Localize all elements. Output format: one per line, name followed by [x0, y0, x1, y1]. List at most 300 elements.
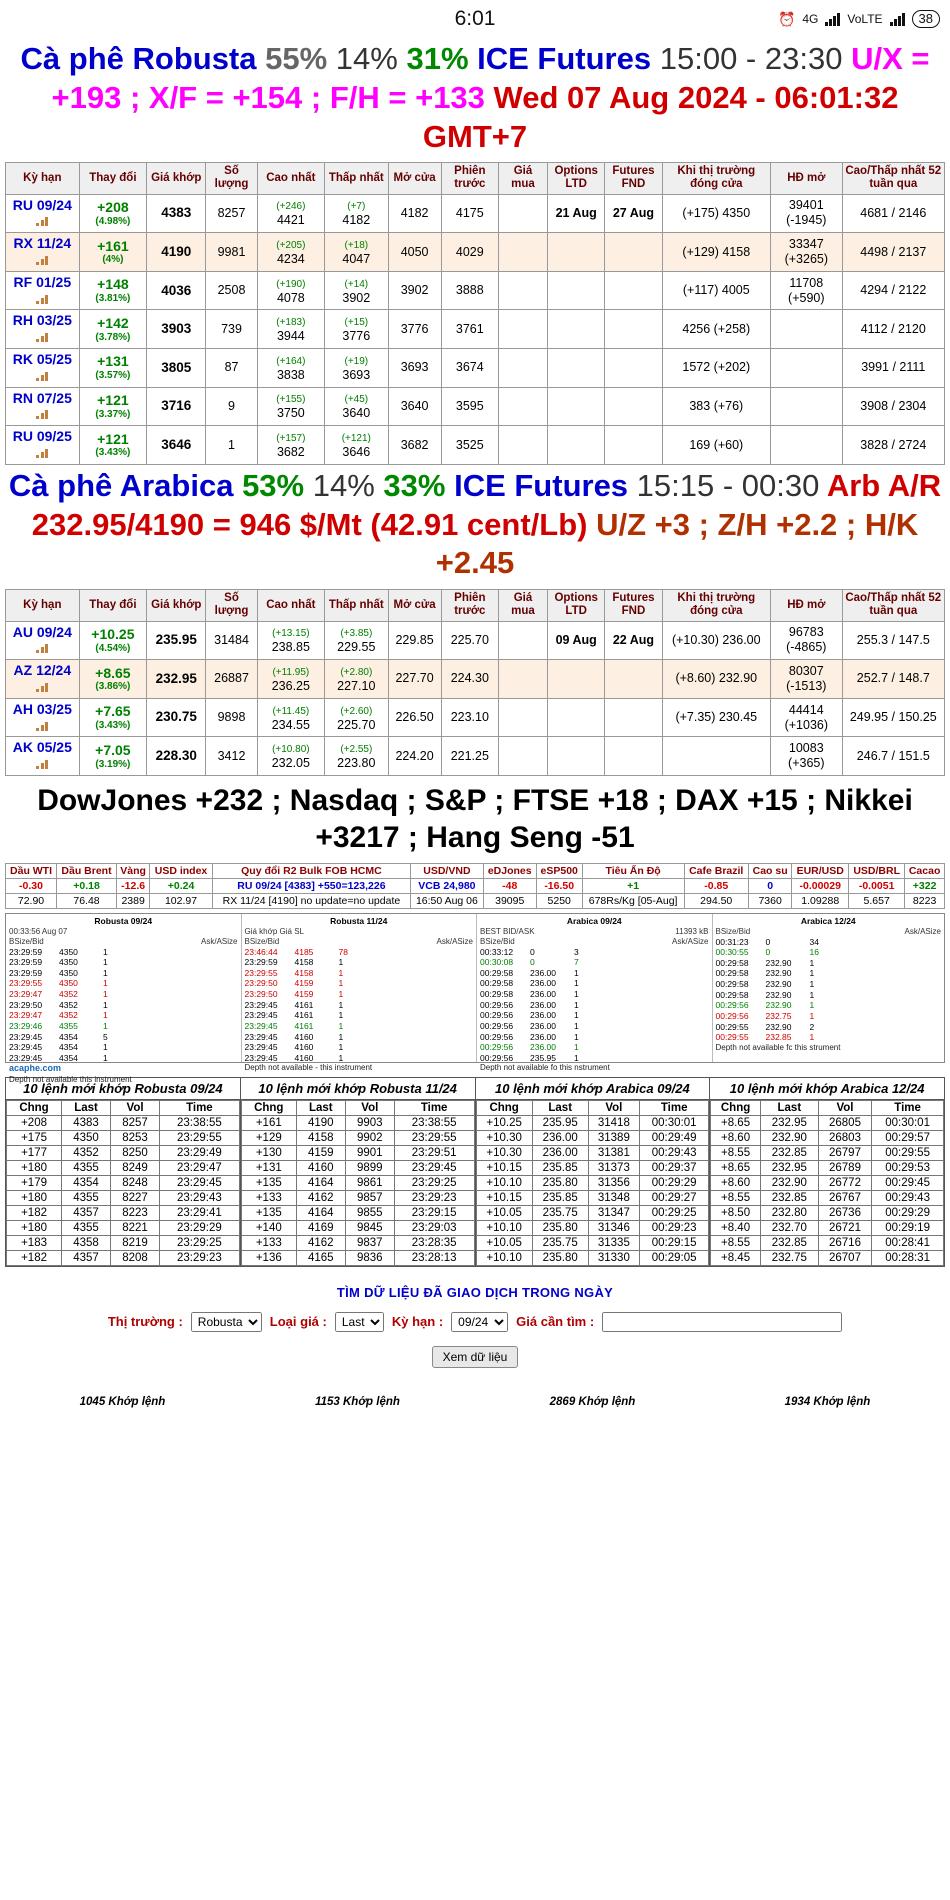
table-row[interactable]	[476, 1190, 709, 1205]
table-row[interactable]	[476, 1220, 709, 1235]
tick-size: 1	[103, 1010, 108, 1021]
order-cell: +8.60	[711, 1175, 761, 1190]
cell-volume: 8257	[206, 194, 257, 233]
cell-open: 3693	[388, 349, 441, 388]
table-row[interactable]	[711, 1175, 944, 1190]
order-cell: +10.25	[476, 1115, 532, 1130]
order-cell: 00:29:43	[872, 1190, 944, 1205]
table-row[interactable]	[711, 1130, 944, 1145]
col-52w: Cao/Thấp nhất 52 tuần qua	[842, 163, 944, 194]
tick-panel-title: Arabica 12/24	[800, 915, 856, 926]
table-row[interactable]	[711, 1160, 944, 1175]
order-cell: 9836	[345, 1250, 394, 1265]
cell-bid	[498, 194, 547, 233]
cell-low: (+18) 4047	[325, 233, 388, 272]
tick-panel[interactable]	[6, 914, 242, 1084]
table-row[interactable]	[7, 1115, 240, 1130]
strip-value-cell: 8223	[905, 893, 945, 908]
table-row[interactable]	[711, 1115, 944, 1130]
tick-price: 236.00	[530, 967, 556, 978]
table-row[interactable]	[7, 1160, 240, 1175]
order-cell: 23:29:55	[394, 1130, 474, 1145]
table-row[interactable]	[241, 1175, 474, 1190]
table-row[interactable]	[711, 1235, 944, 1250]
strip-header-cell: Dầu Brent	[57, 863, 117, 878]
order-cell: +8.65	[711, 1160, 761, 1175]
strip-value-cell: 1.09288	[792, 893, 849, 908]
tick-row	[716, 968, 942, 979]
arabica-title: Cà phê Arabica	[8, 467, 234, 503]
col-gia-khop: Giá khớp	[147, 590, 206, 621]
cell-symbol: AZ 12/24	[6, 660, 80, 699]
tick-price: 4159	[294, 978, 314, 989]
robusta-headline	[0, 38, 950, 162]
tick-time: 00:29:56	[480, 1031, 514, 1042]
order-cell: 232.95	[760, 1160, 818, 1175]
tick-time: 00:29:58	[480, 967, 514, 978]
table-row[interactable]	[6, 698, 945, 737]
order-cell: 00:29:55	[872, 1145, 944, 1160]
order-block	[5, 1074, 240, 1267]
tick-size: 1	[338, 989, 344, 1000]
cell-open: 4182	[388, 194, 441, 233]
order-cell: +208	[7, 1115, 62, 1130]
chart-icon[interactable]	[36, 256, 48, 265]
tick-row	[245, 1010, 474, 1021]
tick-time: 23:29:45	[9, 1031, 43, 1042]
cell-last: 3805	[147, 349, 206, 388]
table-row[interactable]	[6, 426, 945, 465]
order-cell: 4165	[296, 1250, 345, 1265]
table-row[interactable]	[711, 1190, 944, 1205]
cell-prev: 3595	[441, 387, 498, 426]
table-row[interactable]	[7, 1220, 240, 1235]
term-select[interactable]	[451, 1312, 508, 1332]
tick-size: 1	[338, 1052, 344, 1063]
chart-icon[interactable]	[36, 217, 48, 226]
cell-change: +7.65 (3.43%)	[79, 698, 147, 737]
tick-size: 1	[809, 1010, 815, 1021]
table-row[interactable]	[6, 233, 945, 272]
table-row[interactable]	[241, 1145, 474, 1160]
order-cell: 23:28:35	[394, 1235, 474, 1250]
tick-time: 23:29:55	[9, 978, 43, 989]
order-cell: 8249	[111, 1160, 160, 1175]
order-cell: 31346	[588, 1220, 639, 1235]
table-row[interactable]	[6, 387, 945, 426]
order-cell: +8.45	[711, 1250, 761, 1265]
cell-low: (+2.60) 225.70	[325, 698, 388, 737]
order-cell: +135	[241, 1205, 296, 1220]
cell-change: +10.25 (4.54%)	[79, 621, 147, 660]
order-cell: 236.00	[532, 1130, 588, 1145]
col-cao-nhat: Cao nhất	[257, 590, 325, 621]
order-cell: 232.95	[760, 1115, 818, 1130]
order-cell: 9837	[345, 1235, 394, 1250]
col-futures-fnd: Futures FND	[605, 590, 662, 621]
tick-time: 00:29:56	[480, 1042, 514, 1053]
tick-size: 1	[103, 1042, 108, 1053]
tick-row	[245, 957, 474, 968]
tick-size: 1	[574, 999, 579, 1010]
tick-size: 1	[809, 957, 815, 968]
tick-size: 1	[574, 1020, 579, 1031]
cell-open: 3682	[388, 426, 441, 465]
cell-bid	[498, 621, 547, 660]
table-row[interactable]	[711, 1250, 944, 1265]
cell-open-interest	[771, 349, 843, 388]
tick-price: 4161	[294, 1020, 314, 1031]
order-cell: +8.55	[711, 1235, 761, 1250]
order-cell: 26805	[818, 1115, 871, 1130]
tick-size: 1	[338, 1031, 344, 1042]
site-watermark: acaphe.com	[9, 1063, 62, 1074]
tick-size: 2	[809, 1021, 815, 1032]
tick-time: 00:29:56	[480, 1020, 514, 1031]
order-cell: 23:29:15	[394, 1205, 474, 1220]
price-type-label: Loại giá :	[269, 1314, 327, 1330]
order-cell: 31348	[588, 1190, 639, 1205]
order-cell: +179	[7, 1175, 62, 1190]
cell-52w-range: 4294 / 2122	[842, 271, 944, 310]
table-row[interactable]	[7, 1145, 240, 1160]
order-cell: 4190	[296, 1115, 345, 1130]
tick-price: 4158	[294, 957, 314, 968]
order-cell: 232.70	[760, 1220, 818, 1235]
cell-close: (+129) 4158	[662, 233, 770, 272]
robusta-title: Cà phê Robusta	[20, 41, 257, 76]
cell-low: (+14) 3902	[325, 271, 388, 310]
strip-value-cell: 76.48	[57, 893, 117, 908]
order-cell: 31347	[588, 1205, 639, 1220]
cell-close: (+7.35) 230.45	[662, 698, 770, 737]
order-cell: 232.85	[760, 1235, 818, 1250]
order-header-row	[7, 1100, 240, 1115]
tick-time: 23:29:59	[9, 946, 43, 957]
signal-icon-1	[825, 12, 840, 26]
order-cell: 00:29:45	[872, 1175, 944, 1190]
robusta-header-row	[6, 163, 945, 194]
volte-label: VoLTE	[847, 12, 883, 26]
order-cell: 23:29:55	[160, 1130, 240, 1145]
table-row[interactable]	[6, 310, 945, 349]
order-cell: 23:29:47	[160, 1160, 240, 1175]
table-row[interactable]	[6, 271, 945, 310]
table-row[interactable]	[476, 1145, 709, 1160]
cell-high: (+246) 4421	[257, 194, 325, 233]
tick-size: 7	[574, 957, 579, 968]
chart-icon[interactable]	[36, 760, 48, 769]
order-cell: 4162	[296, 1235, 345, 1250]
col-hd-mo: HĐ mở	[771, 163, 843, 194]
table-row[interactable]	[7, 1175, 240, 1190]
order-cell: 26716	[818, 1235, 871, 1250]
cell-options-ltd	[548, 233, 605, 272]
tick-size: 1	[103, 989, 108, 1000]
tick-time: 00:29:58	[715, 957, 749, 968]
tick-row	[9, 1032, 238, 1043]
strip-header-cell: USD/VND	[411, 863, 484, 878]
chart-icon[interactable]	[36, 295, 48, 304]
cell-volume: 1	[206, 426, 257, 465]
tick-row	[9, 978, 238, 989]
cell-last: 230.75	[147, 698, 206, 737]
tick-price: 4158	[294, 967, 314, 978]
table-row[interactable]	[6, 737, 945, 776]
tick-panel-cols: BSize/Bid Ask/ASize	[9, 936, 238, 946]
order-cell: 00:29:29	[872, 1205, 944, 1220]
order-cell: 26789	[818, 1160, 871, 1175]
cell-options-ltd: 21 Aug	[548, 194, 605, 233]
cell-bid	[498, 737, 547, 776]
chart-icon[interactable]	[36, 644, 48, 653]
tick-price: 4350	[59, 967, 78, 978]
table-row[interactable]	[476, 1235, 709, 1250]
order-cell: 26803	[818, 1130, 871, 1145]
tick-price: 4350	[59, 978, 78, 989]
cell-volume: 9898	[206, 698, 257, 737]
tick-price: 4352	[59, 1010, 78, 1021]
tick-row	[245, 1000, 474, 1011]
tick-size: 1	[809, 1032, 815, 1043]
cell-volume: 739	[206, 310, 257, 349]
order-cell: 26797	[818, 1145, 871, 1160]
cell-last: 3903	[147, 310, 206, 349]
chart-icon[interactable]	[36, 683, 48, 692]
chart-icon[interactable]	[36, 333, 48, 342]
table-row[interactable]	[7, 1205, 240, 1220]
cell-prev: 4029	[441, 233, 498, 272]
cell-bid	[498, 387, 547, 426]
alarm-icon: ⏰	[777, 10, 796, 27]
strip-header-cell: Dầu WTI	[6, 863, 57, 878]
cell-52w-range: 4681 / 2146	[842, 194, 944, 233]
table-row[interactable]	[6, 660, 945, 699]
table-row[interactable]	[241, 1220, 474, 1235]
tick-time: 00:29:56	[715, 1000, 749, 1011]
order-cell: 232.85	[760, 1190, 818, 1205]
tick-price: 232.90	[765, 1000, 792, 1011]
col-thap-nhat: Thấp nhất	[325, 163, 388, 194]
cell-open-interest	[771, 426, 843, 465]
order-header-row	[241, 1100, 474, 1115]
cell-symbol: AH 03/25	[6, 698, 80, 737]
table-row[interactable]	[241, 1130, 474, 1145]
table-row[interactable]	[7, 1235, 240, 1250]
table-row[interactable]	[476, 1130, 709, 1145]
cell-change: +208 (4.98%)	[79, 194, 147, 233]
tick-size: 1	[338, 1010, 344, 1021]
order-cell: 23:29:45	[394, 1160, 474, 1175]
table-row[interactable]	[241, 1190, 474, 1205]
table-row[interactable]	[6, 349, 945, 388]
table-row[interactable]	[241, 1250, 474, 1265]
market-select[interactable]	[191, 1312, 262, 1332]
table-row[interactable]	[476, 1115, 709, 1130]
tick-time: 23:29:50	[244, 978, 278, 989]
table-row[interactable]	[476, 1175, 709, 1190]
order-cell: 00:29:49	[640, 1130, 709, 1145]
tick-size: 1	[103, 999, 108, 1010]
order-cell: 26772	[818, 1175, 871, 1190]
cell-futures-fnd	[605, 271, 662, 310]
table-row[interactable]	[7, 1250, 240, 1265]
table-row[interactable]	[6, 621, 945, 660]
table-row[interactable]	[241, 1235, 474, 1250]
chart-icon[interactable]	[36, 410, 48, 419]
strip-change-cell: -0.00029	[792, 878, 849, 893]
robusta-pct3: 31%	[406, 41, 469, 76]
tick-panel[interactable]	[713, 914, 945, 1062]
tick-price: 4352	[59, 999, 78, 1010]
order-cell: 9845	[345, 1220, 394, 1235]
table-row[interactable]	[711, 1205, 944, 1220]
table-row[interactable]	[711, 1220, 944, 1235]
battery-badge: 38	[912, 10, 940, 28]
strip-value-cell: 39095	[483, 893, 536, 908]
tick-time: 23:29:45	[244, 1031, 278, 1042]
table-row[interactable]	[711, 1145, 944, 1160]
tick-time: 00:30:55	[715, 947, 749, 958]
table-row[interactable]	[476, 1250, 709, 1265]
order-cell: 31418	[588, 1115, 639, 1130]
cell-bid	[498, 233, 547, 272]
strip-header-cell: Cafe Brazil	[684, 863, 748, 878]
cell-symbol: RU 09/24	[6, 194, 80, 233]
order-cell: 8253	[111, 1130, 160, 1145]
table-row[interactable]	[241, 1115, 474, 1130]
tick-row	[716, 1011, 942, 1022]
order-cell: +177	[7, 1145, 62, 1160]
price-type-select[interactable]	[335, 1312, 384, 1332]
order-cell: 31381	[588, 1145, 639, 1160]
status-clock: 6:01	[454, 7, 496, 30]
table-row[interactable]	[241, 1205, 474, 1220]
tick-size: 1	[103, 967, 108, 978]
col-ky-han: Kỳ hạn	[6, 590, 80, 621]
order-cell: +129	[241, 1130, 296, 1145]
tick-time: 23:29:45	[244, 1020, 278, 1031]
order-cell: 235.85	[532, 1190, 588, 1205]
tick-price: 4355	[59, 1020, 78, 1031]
cell-52w-range: 4112 / 2120	[842, 310, 944, 349]
world-indices: DowJones +232 ; Nasdaq ; S&P ; FTSE +18 ; DAX +15 ; Nikkei +3217 ; Hang Seng -51	[37, 783, 913, 855]
tick-time: 23:29:46	[9, 1020, 43, 1031]
tick-price: 232.90	[765, 1021, 792, 1032]
cell-volume: 31484	[206, 621, 257, 660]
col-phien-truoc: Phiên trước	[441, 163, 498, 194]
chart-icon[interactable]	[36, 722, 48, 731]
order-cell: 23:38:55	[160, 1115, 240, 1130]
order-cell: 23:29:51	[394, 1145, 474, 1160]
tick-size: 1	[809, 1000, 815, 1011]
arabica-pct1: 53%	[242, 467, 305, 503]
cell-futures-fnd: 27 Aug	[605, 194, 662, 233]
col-futures-fnd: Futures FND	[605, 163, 662, 194]
cell-close: (+8.60) 232.90	[662, 660, 770, 699]
view-data-button[interactable]: Xem dữ liệu	[432, 1346, 519, 1368]
cell-low: (+7) 4182	[325, 194, 388, 233]
tick-panel[interactable]	[477, 914, 713, 1073]
tick-time: 00:29:58	[480, 978, 514, 989]
col-thap-nhat: Thấp nhất	[325, 590, 388, 621]
tick-time: 23:29:55	[244, 967, 278, 978]
tick-panel-meta: Giá khớp Giá SL	[244, 926, 304, 936]
order-cell: 232.75	[760, 1250, 818, 1265]
strip-row-value	[6, 893, 945, 908]
tick-price: 236.00	[530, 999, 556, 1010]
tick-row	[716, 1032, 942, 1043]
chart-icon[interactable]	[36, 372, 48, 381]
order-cell: +131	[241, 1160, 296, 1175]
order-cell: 4355	[62, 1190, 111, 1205]
order-header-cell: Last	[296, 1100, 345, 1115]
order-header-cell: Last	[760, 1100, 818, 1115]
tick-time: 00:33:12	[480, 946, 514, 957]
cell-high: (+190) 4078	[257, 271, 325, 310]
tick-row	[480, 978, 709, 989]
table-row[interactable]	[7, 1130, 240, 1145]
arabica-table	[5, 589, 945, 776]
table-row[interactable]	[6, 194, 945, 233]
cell-futures-fnd	[605, 349, 662, 388]
tick-size: 34	[809, 936, 819, 947]
tick-price: 236.00	[530, 1042, 556, 1053]
cell-options-ltd	[548, 426, 605, 465]
table-row[interactable]	[476, 1160, 709, 1175]
order-cell: 00:30:01	[640, 1115, 709, 1130]
tick-size: 16	[809, 947, 819, 958]
order-header-cell: Vol	[345, 1100, 394, 1115]
order-cell: 23:38:55	[394, 1115, 474, 1130]
tick-panel[interactable]	[242, 914, 478, 1073]
cell-change: +121 (3.37%)	[79, 387, 147, 426]
order-cell: 8223	[111, 1205, 160, 1220]
tick-time: 23:29:59	[9, 957, 43, 968]
chart-icon[interactable]	[36, 449, 48, 458]
cell-volume: 9981	[206, 233, 257, 272]
table-row[interactable]	[476, 1205, 709, 1220]
cell-close: 1572 (+202)	[662, 349, 770, 388]
find-price-input[interactable]	[602, 1312, 842, 1332]
tick-size: 1	[338, 1042, 344, 1053]
order-cell: +8.40	[711, 1220, 761, 1235]
tick-row	[716, 947, 942, 958]
tick-price: 4160	[294, 1042, 314, 1053]
cell-high: (+164) 3838	[257, 349, 325, 388]
table-row[interactable]	[7, 1190, 240, 1205]
col-hd-mo: HĐ mở	[771, 590, 843, 621]
order-cell: 4357	[62, 1205, 111, 1220]
tick-price: 4159	[294, 989, 314, 1000]
cell-open: 227.70	[388, 660, 441, 699]
order-cell: 8257	[111, 1115, 160, 1130]
tick-size: 1	[103, 946, 108, 957]
order-cell: +10.30	[476, 1145, 532, 1160]
cell-open: 3776	[388, 310, 441, 349]
tick-size: 1	[809, 989, 815, 1000]
cell-symbol: RU 09/25	[6, 426, 80, 465]
order-cell: 00:29:57	[872, 1130, 944, 1145]
tick-price: 235.95	[530, 1052, 556, 1063]
tick-price: 4354	[59, 1042, 78, 1053]
order-header-cell: Vol	[588, 1100, 639, 1115]
cell-futures-fnd	[605, 387, 662, 426]
table-row[interactable]	[241, 1160, 474, 1175]
tick-time: 00:29:58	[715, 968, 749, 979]
order-cell: +8.55	[711, 1190, 761, 1205]
tick-row	[245, 1032, 474, 1043]
